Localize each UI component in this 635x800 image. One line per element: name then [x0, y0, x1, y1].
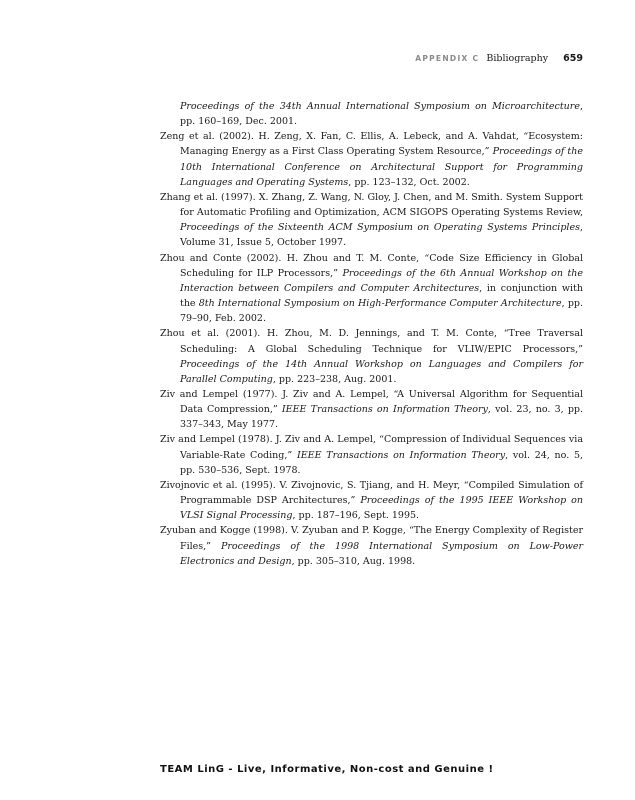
- reference-entry: [160, 432, 583, 477]
- reference-tail: , vol. 23, no. 3, pp. 337–343, May 1977.: [180, 404, 584, 431]
- reference-tail: , pp. 223–238, Aug. 2001.: [272, 373, 397, 385]
- reference-venue: IEEE Transactions on Information Theory: [281, 404, 488, 416]
- appendix-label: APPENDIX C: [415, 54, 480, 63]
- reference-lead: Zeng et al. (2002). H. Zeng, X. Fan, C. Ellis, A. Lebeck, and A. Vahdat, “Ecosystem: Managing Energy as a First Class Operating System Resource,”: [160, 131, 583, 158]
- reference-venue: Proceedings of the 6th Annual Workshop on the Interaction between Compilers and Computer Architectures: [180, 267, 584, 294]
- reference-lead: Zivojnovic et al. (1995). V. Zivojnovic, S. Tjiang, and H. Meyr, “Compiled Simulation of Programmable DSP Architectures,”: [160, 479, 583, 507]
- reference-venue: Proceedings of the 10th International Conference on Architectural Support for Programming Languages and Operating Systems: [180, 146, 583, 188]
- reference-lead: Ziv and Lempel (1977). J. Ziv and A. Lempel, “A Universal Algorithm for Sequential Data Compression,”: [160, 388, 583, 416]
- reference-lead: Zyuban and Kogge (1998). V. Zyuban and P. Kogge, “The Energy Complexity of Register Files,”: [160, 525, 583, 552]
- reference-tail: , pp. 160–169, Dec. 2001.: [180, 101, 583, 128]
- reference-entry: [160, 99, 583, 129]
- reference-venue-secondary: 8th International Symposium on High-Performance Computer Architecture: [198, 298, 562, 310]
- page-number: 659: [563, 53, 583, 64]
- reference-tail: , pp. 187–196, Sept. 1995.: [292, 510, 420, 522]
- reference-tail: , pp. 305–310, Aug. 1998.: [291, 555, 416, 567]
- reference-lead: Zhou and Conte (2002). H. Zhou and T. M. Conte, “Code Size Efficiency in Global Scheduling for ILP Processors,”: [160, 252, 583, 279]
- reference-entry: [160, 251, 583, 327]
- reference-venue: Proceedings of the 1995 IEEE Workshop on VLSI Signal Processing: [180, 495, 583, 522]
- reference-venue: Proceedings of the Sixteenth ACM Symposium on Operating Systems Principles: [180, 222, 580, 234]
- reference-entry: [160, 523, 583, 568]
- reference-tail-secondary: , pp. 79–90, Feb. 2002.: [180, 298, 583, 325]
- reference-entry: [160, 478, 583, 523]
- reference-tail: , pp. 123–132, Oct. 2002.: [348, 176, 470, 188]
- reference-lead: Zhou et al. (2001). H. Zhou, M. D. Jennings, and T. M. Conte, “Tree Traversal Scheduling: A Global Scheduling Technique for VLIW/EPIC Processors,”: [160, 328, 583, 355]
- reference-lead: Zhang et al. (1997). X. Zhang, Z. Wang, N. Gloy, J. Chen, and M. Smith. System Support for Automatic Profiling and Optimization, ACM SIGOPS Operating Systems Review,: [160, 191, 583, 219]
- reference-tail: , in conjunction with the: [180, 282, 583, 310]
- running-header: [415, 53, 583, 64]
- reference-list: [160, 99, 583, 569]
- footer-banner: TEAM LinG - Live, Informative, Non-cost and Genuine !: [160, 764, 494, 775]
- reference-entry: [160, 387, 583, 432]
- reference-venue: Proceedings of the 34th Annual International Symposium on Microarchitecture: [180, 101, 580, 112]
- reference-tail: , vol. 24, no. 5, pp. 530–536, Sept. 1978.: [180, 449, 584, 476]
- reference-venue: Proceedings of the 14th Annual Workshop on Languages and Compilers for Parallel Computing: [180, 358, 583, 385]
- reference-venue: IEEE Transactions on Information Theory: [296, 449, 506, 461]
- reference-tail: , Volume 31, Issue 5, October 1997.: [180, 222, 583, 249]
- reference-venue: Proceedings of the 1998 International Symposium on Low-Power Electronics and Design: [180, 540, 583, 567]
- reference-entry: [160, 190, 583, 251]
- section-title: Bibliography: [486, 53, 549, 64]
- reference-lead: Ziv and Lempel (1978). J. Ziv and A. Lempel, “Compression of Individual Sequences via Variable-Rate Coding,”: [160, 434, 583, 461]
- reference-entry: [160, 129, 583, 190]
- reference-entry: [160, 326, 583, 387]
